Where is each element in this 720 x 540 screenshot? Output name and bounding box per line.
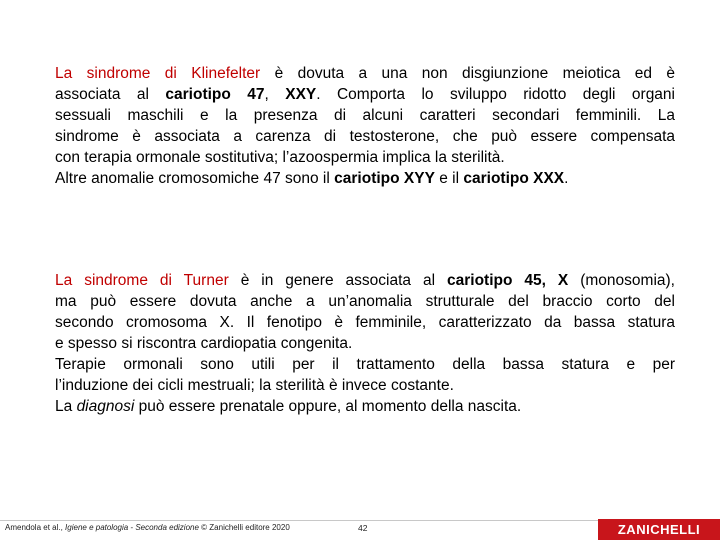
credit-publisher: © Zanichelli editore 2020 [198,523,290,532]
text-span: (monosomia), [568,272,675,289]
text-span: , [264,86,286,103]
text-span: . Comporta lo sviluppo ridotto degli organi [316,86,675,103]
text-line: sessuali maschili e la presenza di alcuni caratteri secondari femminili. La [55,107,675,124]
text-line: Terapie ormonali sono utili per il trattamento della bassa statura e per [55,356,675,373]
text-line: secondo cromosoma X. Il fenotipo è femminile, caratterizzato da bassa statura [55,314,675,331]
text-line [55,84,675,105]
text-line [55,168,675,189]
turner-paragraph [55,270,675,417]
text-span: associata al [55,86,166,103]
footer-credit [5,523,290,532]
bold-term: XXY [285,86,317,103]
text-line: ma può essere dovuta anche a un’anomalia strutturale del braccio corto del [55,293,675,310]
publisher-logo: ZANICHELLI [598,519,720,540]
turner-heading: La sindrome di Turner [55,272,229,289]
credit-book-title: Igiene e patologia - Seconda edizione [65,523,199,532]
klinefelter-paragraph [55,63,675,189]
credit-authors: Amendola et al., [5,523,66,532]
bold-term: cariotipo 47 [165,86,265,103]
bold-term: cariotipo 45, X [447,272,569,289]
text-span: è in genere associata al [228,272,447,289]
text-span: . [564,170,569,187]
klinefelter-heading: La sindrome di Klinefelter [55,65,261,82]
text-span: può essere prenatale oppure, al momento della nascita. [134,398,522,415]
italic-term: diagnosi [76,398,135,415]
footer-divider [0,520,598,521]
text-line: e spesso si riscontra cardiopatia congenita. [55,335,353,352]
bold-term: cariotipo XXX [463,170,565,187]
text-line [55,396,675,417]
text-line [55,270,675,291]
bold-term: cariotipo XYY [334,170,435,187]
text-span: Altre anomalie cromosomiche 47 sono il [55,170,335,187]
page-number: 42 [358,523,368,533]
text-span: è dovuta a una non disgiunzione meiotica ed è [260,65,675,82]
text-line: sindrome è associata a carenza di testosterone, che può essere compensata [55,128,675,145]
text-line: con terapia ormonale sostitutiva; l’azoospermia implica la sterilità. [55,149,505,166]
text-span: La [55,398,77,415]
text-line: l’induzione dei cicli mestruali; la sterilità è invece costante. [55,377,454,394]
text-span: e il [434,170,464,187]
text-line [55,63,675,84]
